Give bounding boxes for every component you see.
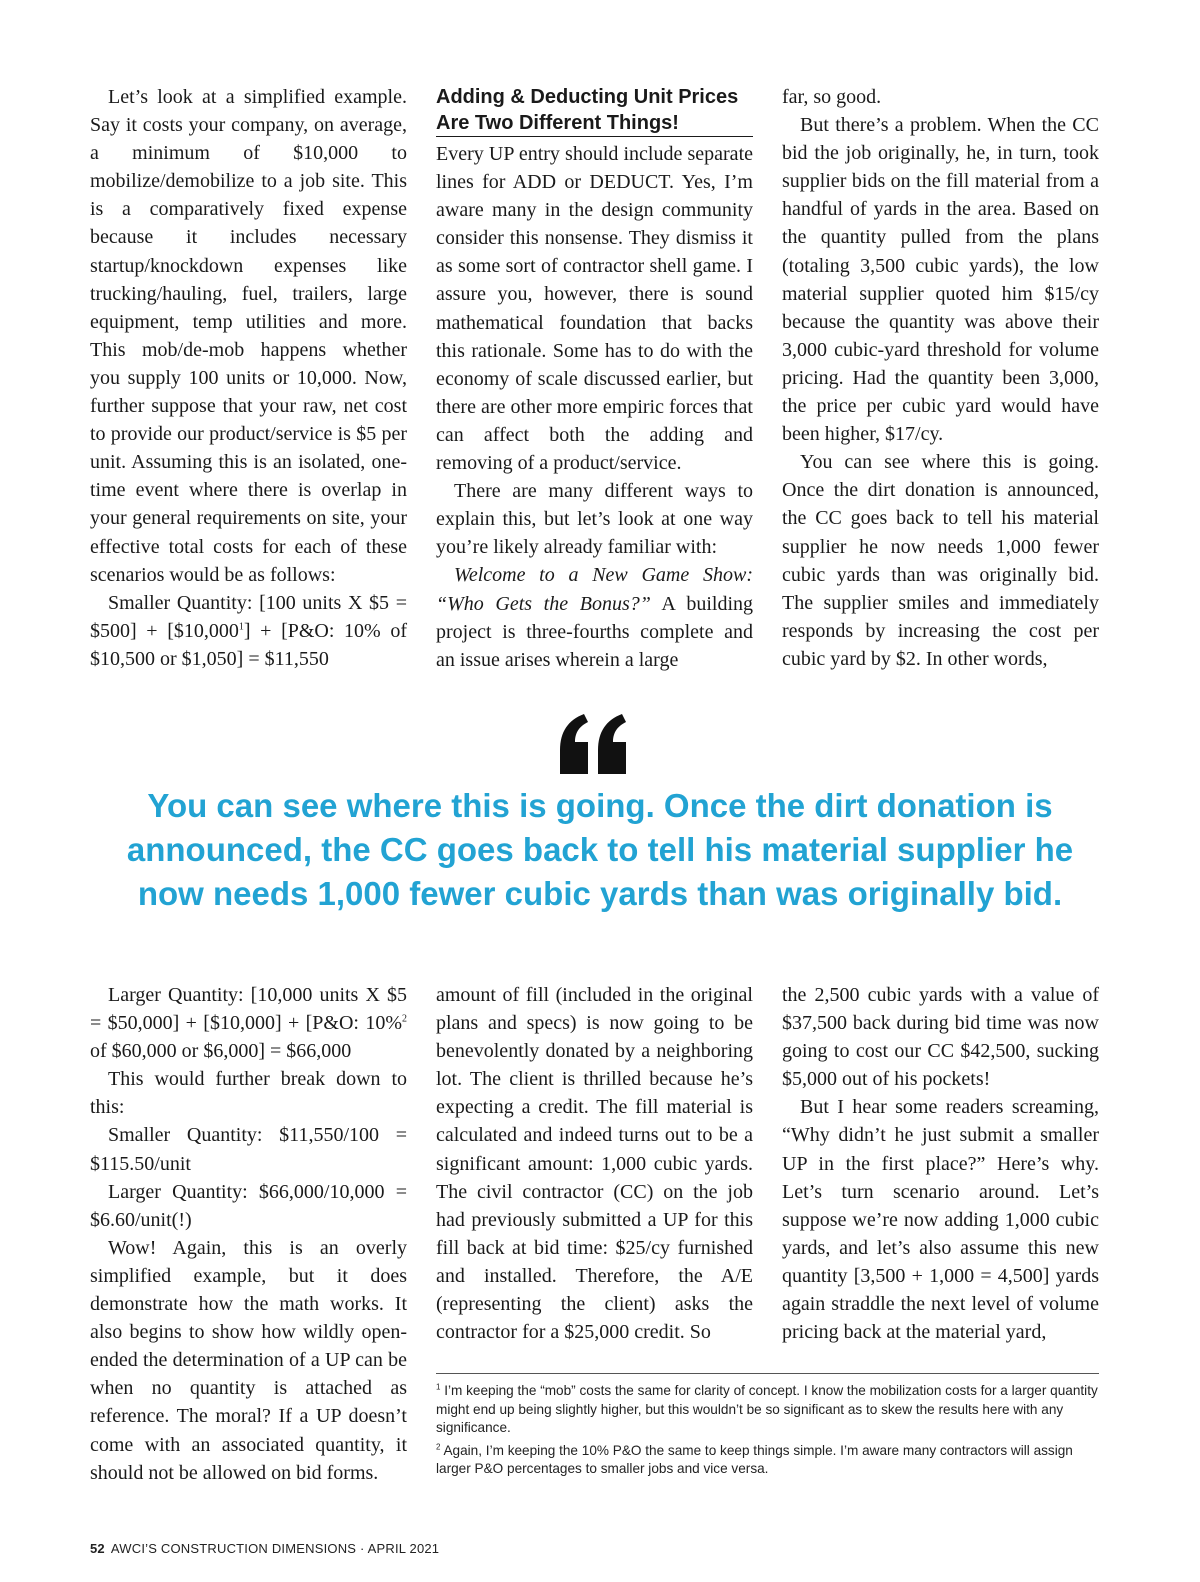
column-3-top: [782, 83, 1099, 673]
paragraph-text: A building project is three-fourths complete and an issue arises wherein a large: [436, 592, 754, 671]
paragraph: Every UP entry should include separate lines for ADD or DEDUCT. Yes, I’m aware many in the design community consider this nonsense. They dismiss it as some sort of contractor shell game. I assure you, however, there is sound mathematical foundation that backs this rationale. Some has to do with the economy of scale discussed earlier, but there are other more empiric forces that can affect both the adding and removing of a product/service.: [436, 143, 753, 475]
publication-line: AWCI’S CONSTRUCTION DIMENSIONS · APRIL 2021: [110, 1541, 440, 1556]
formula-text: of $60,000 or $6,000] = $66,000: [90, 1040, 352, 1063]
formula-text: ] + [P&O: 10% of $10,500 or $1,050] = $11,550: [90, 619, 407, 670]
paragraph: You can see where this is going. Once the dirt donation is announced, the CC goes back to tell his material supplier he now needs 1,000 fewer cubic yards than was originally bid. The supplier smiles and immediately responds by increasing the cost per cubic yard by $2. In other words,: [782, 451, 1099, 670]
page-number: 52: [90, 1541, 105, 1556]
heading-line-2: Are Two Different Things!: [436, 111, 753, 137]
formula-text: Smaller Quantity: [100 units X $5 = $500] + [$10,000: [90, 591, 407, 642]
paragraph: Wow! Again, this is an overly simplified example, but it does demonstrate how the math works. It also begins to show how wildly open-ended the determination of a UP can be when no quantity is attached as reference. The moral? If a UP doesn’t come with an associated quantity, it should not be allowed on bid forms.: [90, 1236, 407, 1484]
footnote-2: [436, 1442, 1101, 1479]
section-heading: [436, 83, 753, 137]
column-2-top: [436, 83, 753, 674]
paragraph: amount of fill (included in the original plans and specs) is now going to be benevolently donated by a neighboring lot. The client is thrilled because he’s expecting a credit. The fill material is calculated and indeed turns out to be a significant amount: 1,000 cubic yards. The civil contractor (CC) on the job had previously submitted a UP for this fill back at bid time: $25/cy furnished and installed. Therefore, the A/E (representing the client) asks the contractor for a $25,000 credit. So: [436, 984, 753, 1344]
column-2-bottom: [436, 981, 753, 1346]
paragraph: But there’s a problem. When the CC bid the job originally, he, in turn, took supplier bids on the fill material from a handful of yards in the area. Based on the quantity pulled from the plans (totaling 3,500 cubic yards), the low material supplier quoted him $15/cy because the quantity was above their 3,000 cubic-yard threshold for volume pricing. Had the quantity been 3,000, the price per cubic yard would have been higher, $17/cy.: [782, 114, 1099, 446]
larger-quantity-formula: [90, 981, 407, 1065]
footnote-number: 2: [436, 1442, 441, 1452]
footnotes: [436, 1382, 1101, 1483]
paragraph: But I hear some readers screaming, “Why didn’t he just submit a smaller UP in the first place?” Here’s why. Let’s turn scenario around. Let’s suppose we’re now adding 1,000 cubic yards, and let’s also assume this new quantity [3,500 + 1,000 = 4,500] yards again straddle the next level of volume pricing back at the material yard,: [782, 1096, 1099, 1344]
footnote-ref-1[interactable]: 1: [238, 621, 244, 633]
paragraph: Smaller Quantity: $11,550/100 = $115.50/unit: [90, 1124, 407, 1175]
footnote-text: I’m keeping the “mob” costs the same for clarity of concept. I know the mobilization costs for a larger quantity might end up being slightly higher, but this wouldn’t be so significant as to skew the results here with any significance.: [436, 1383, 1098, 1436]
paragraph: far, so good.: [782, 86, 882, 108]
formula-text: Larger Quantity: [10,000 units X $5 = $50,000] + [$10,000] + [P&O: 10%: [90, 984, 407, 1035]
paragraph: There are many different ways to explain this, but let’s look at one way you’re likely already familiar with:: [436, 480, 753, 559]
page-footer: [90, 1541, 439, 1556]
paragraph: Let’s look at a simplified example. Say it costs your company, on average, a minimum of $10,000 to mobilize/demobilize to a job site. This is a comparatively fixed expense because it includes necessary startup/knockdown expenses like trucking/hauling, fuel, trailers, large equipment, temp utilities and more. This mob/de-mob happens whether you supply 100 units or 10,000. Now, further suppose that your raw, net cost to provide our product/service is $5 per unit. Assuming this is an isolated, one-time event where there is overlap in your general requirements on site, your effective total costs for each of these scenarios would be as follows:: [90, 86, 407, 586]
footnote-1: [436, 1382, 1101, 1438]
paragraph: [436, 561, 753, 673]
footnote-divider: [436, 1373, 1099, 1374]
game-show-title: Welcome to a New Game Show: “Who Gets the Bonus?”: [436, 564, 753, 615]
footnote-ref-2[interactable]: 2: [402, 1013, 407, 1025]
column-1-bottom: [90, 981, 407, 1487]
pull-quote: You can see where this is going. Once the dirt donation is announced, the CC goes back to tell his material supplier he now needs 1,000 fewer cubic yards than was originally bid.: [126, 787, 1074, 912]
heading-line-1: Adding & Deducting Unit Prices: [436, 86, 739, 108]
quote-mark-icon: [556, 712, 632, 778]
column-3-bottom: [782, 981, 1099, 1346]
footnote-text: Again, I’m keeping the 10% P&O the same to keep things simple. I’m aware many contractors will assign larger P&O percentages to smaller jobs and vice versa.: [436, 1442, 1073, 1477]
paragraph: the 2,500 cubic yards with a value of $37,500 back during bid time was now going to cost our CC $42,500, sucking $5,000 out of his pockets!: [782, 984, 1099, 1091]
smaller-quantity-formula: [90, 589, 407, 673]
footnote-number: 1: [436, 1382, 441, 1392]
paragraph: This would further break down to this:: [90, 1068, 407, 1119]
column-1-top: [90, 83, 407, 673]
paragraph: Larger Quantity: $66,000/10,000 = $6.60/unit(!): [90, 1180, 407, 1231]
